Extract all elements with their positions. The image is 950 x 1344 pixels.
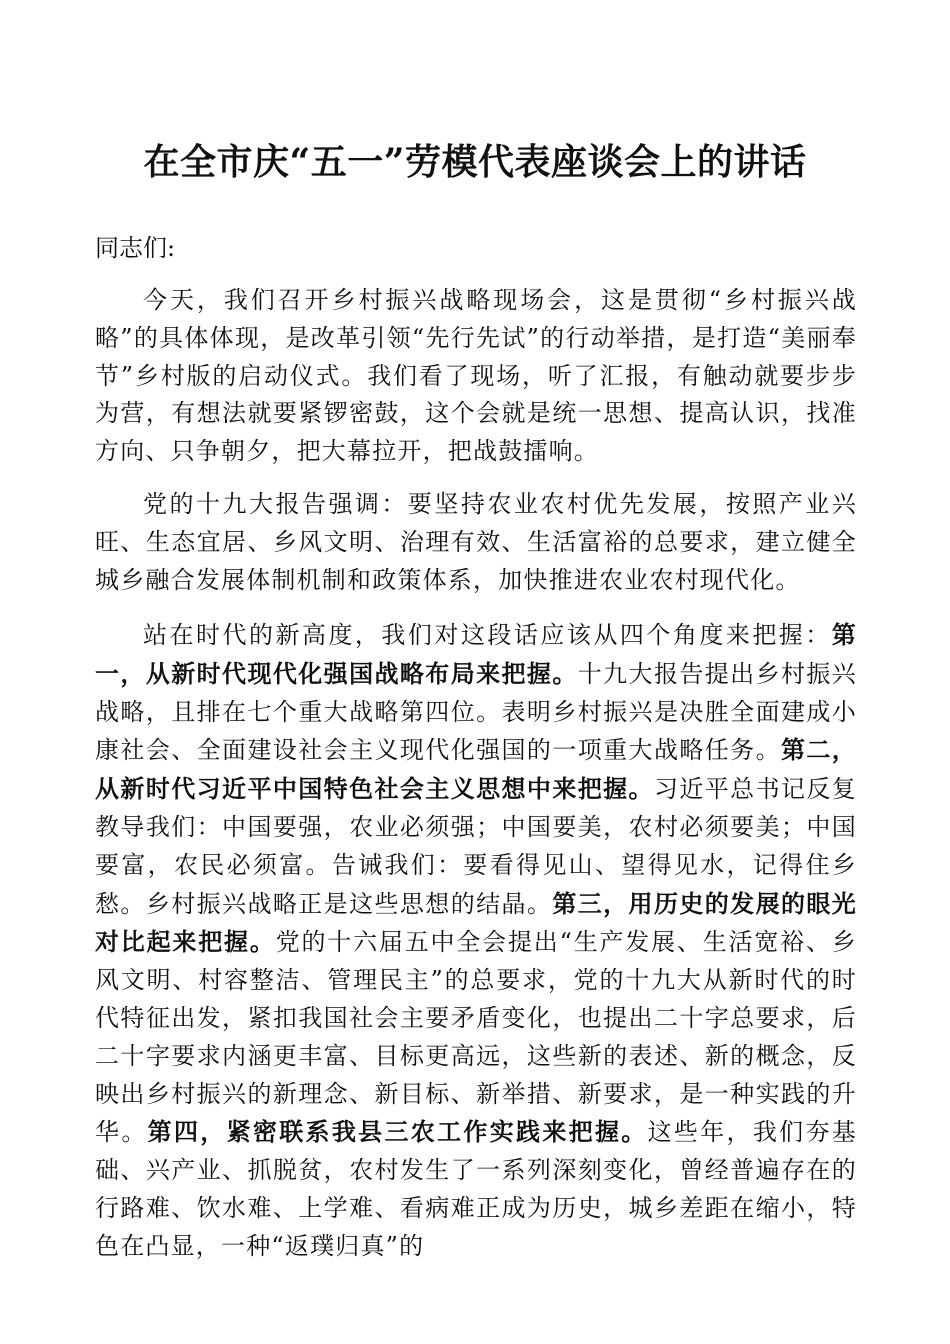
paragraph — [95, 616, 857, 1266]
text-segment: 党的十六届五中全会提出“生产发展、生活宽裕、乡风文明、村容整洁、管理民主”的总要求，党的十九大从新时代的时代特征出发，紧扣我国社会主要矛盾变化，也提出二十字总要求，后二十字要求内涵更丰富、目标更高远，这些新的表述、新的概念，反映出乡村振兴的新理念、新目标、新举措、新要求，是一种实践的升华。 — [95, 928, 857, 1147]
bold-heading-fourth: 第四，紧密联系我县三农工作实践来把握。 — [147, 1117, 648, 1147]
text-segment: 习近平总书记反复教导我们：中国要强，农业必须强；中国要美，农村必须要美；中国要富，农民必须富。告诫我们：要看得见山、望得见水，记得住乡愁。乡村振兴战略正是这些思想的结晶。 — [95, 775, 857, 918]
text-segment: 十九大报告提出乡村振兴战略，且排在七个重大战略第四位。表明乡村振兴是决胜全面建成小康社会、全面建设社会主义现代化强国的一项重大战略任务。 — [95, 659, 857, 765]
paragraph — [95, 282, 857, 471]
paragraph — [95, 486, 857, 599]
text-segment: 站在时代的新高度，我们对这段话应该从四个角度来把握： — [143, 621, 832, 649]
text-segment: 这些年，我们夯基础、兴产业、抓脱贫，农村发生了一系列深刻变化，曾经普遍存在的行路难、饮水难、上学难、看病难正成为历史，城乡差距在缩小，特色在凸显，一种“返璞归真”的 — [95, 1118, 857, 1260]
text-segment: 今天，我们召开乡村振兴战略现场会，这是贯彻“乡村振兴战略”的具体体现，是改革引领“先行先试”的行动举措，是打造“美丽奉节”乡村版的启动仪式。我们看了现场，听了汇报，有触动就要步步为营，有想法就要紧锣密鼓，这个会就是统一思想、提高认识，找准方向、只争朝夕，把大幕拉开，把战鼓擂响。 — [95, 286, 857, 466]
bold-heading-first: 第一，从新时代现代化强国战略布局来把握。 — [95, 620, 857, 688]
salutation: 同志们: — [95, 234, 176, 262]
bold-heading-third: 第三，用历史的发展的眼光对比起来把握。 — [95, 888, 857, 957]
bold-heading-second: 第二，从新时代习近平中国特色社会主义思想中来把握。 — [95, 735, 857, 804]
document-title: 在全市庆“五一”劳模代表座谈会上的讲话 — [143, 141, 807, 183]
text-segment: 党的十九大报告强调：要坚持农业农村优先发展，按照产业兴旺、生态宜居、乡风文明、治理有效、生活富裕的总要求，建立健全城乡融合发展体制机制和政策体系，加快推进农业农村现代化。 — [95, 490, 857, 594]
